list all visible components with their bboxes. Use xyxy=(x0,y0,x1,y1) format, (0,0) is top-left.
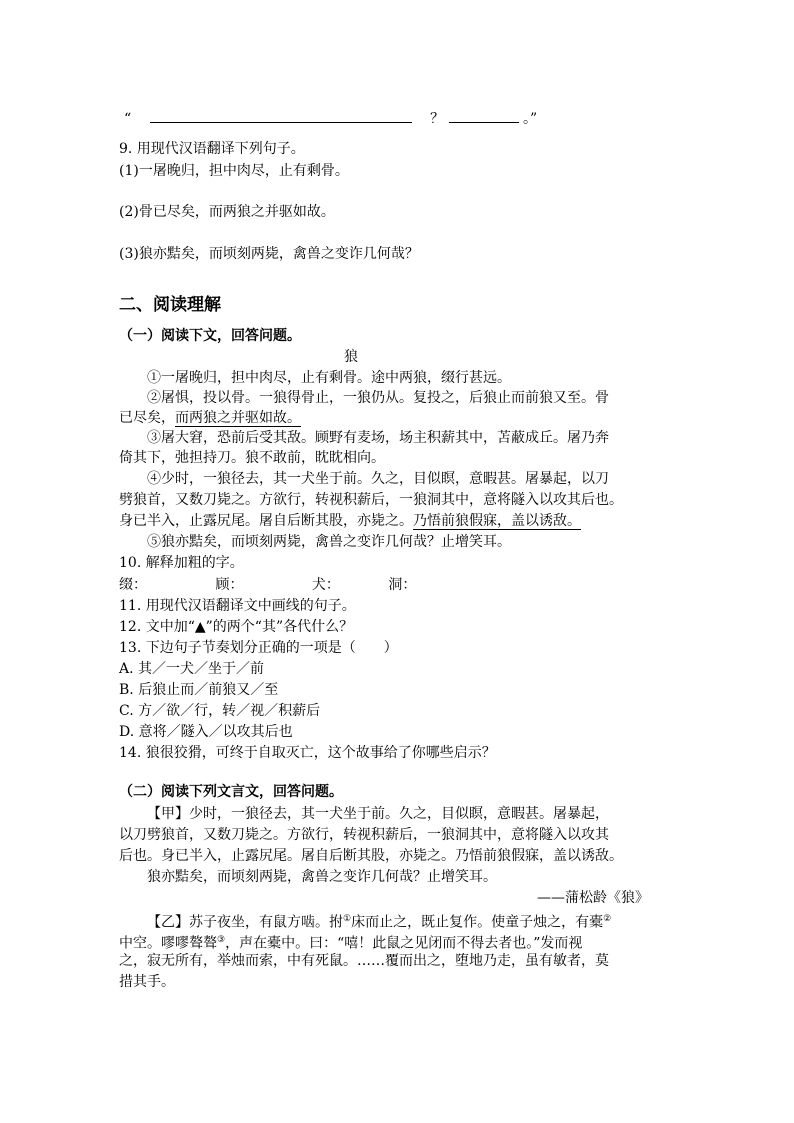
paragraph-2-line-2 xyxy=(119,408,301,428)
yi-text-a: 【乙】苏子夜坐，有鼠方啮。拊 xyxy=(147,914,343,931)
q9-title: 9. 用现代汉语翻译下列句子。 xyxy=(119,141,305,157)
part1-heading: （一）阅读下文，回答问题。 xyxy=(119,328,301,344)
p4-underlined: 乃悟前狼假寐，盖以诱敌。 xyxy=(413,513,581,529)
paragraph-2-line-1: ②屠惧，投以骨。一狼得骨止，一狼仍从。复投之，后狼止而前狼又至。骨 xyxy=(147,390,609,406)
paragraph-3-line-2: 倚其下，弛担持刀。狼不敢前，眈眈相向。 xyxy=(119,450,385,466)
footnote-3: ③ xyxy=(217,935,226,945)
paragraph-5: ⑤狼亦黠矣，而顷刻两毙，禽兽之变诈几何哉？止增笑耳。 xyxy=(147,534,511,550)
jia-line-3: 后也。身已半入，止露尻尾。屠自后断其股，亦毙之。乃悟前狼假寐，盖以诱敌。 xyxy=(119,848,623,864)
p2-text: 已尽矣， xyxy=(119,410,175,426)
close-quote: 。” xyxy=(522,111,538,127)
q13: 13. 下边句子节奏划分正确的一项是（ ） xyxy=(119,640,398,656)
word-gu: 顾： xyxy=(215,577,244,593)
q9-item-2: (2)骨已尽矣，而两狼之并驱如故。 xyxy=(119,204,335,220)
jia-line-2: 以刀劈狼首，又数刀毙之。方欲行，转视积薪后，一狼洞其中，意将隧入以攻其 xyxy=(119,827,609,843)
q10: 10. 解释加粗的字。 xyxy=(119,555,244,571)
part2-heading: （二）阅读下列文言文，回答问题。 xyxy=(119,784,343,800)
footnote-1: ① xyxy=(343,914,352,924)
q9-item-3: (3)狼亦黠矣，而顷刻两毙，禽兽之变诈几何哉？ xyxy=(119,246,419,262)
paragraph-3-line-1: ③屠大窘，恐前后受其敌。顾野有麦场，场主积薪其中，苫蔽成丘。屠乃奔 xyxy=(147,430,609,446)
q10-words xyxy=(119,575,416,595)
q13-option-a[interactable]: A. 其／一犬／坐于／前 xyxy=(119,661,265,677)
paragraph-4-line-2: 劈狼首，又数刀毙之。方欲行，转视积薪后，一狼洞其中，意将隧入以攻其后也。 xyxy=(119,492,623,508)
q14: 14. 狼很狡猾，可终于自取灭亡，这个故事给了你哪些启示？ xyxy=(119,745,496,761)
word-quan: 犬： xyxy=(311,577,340,593)
p2-underlined: 而两狼之并驱如故。 xyxy=(175,410,301,426)
q13-option-d[interactable]: D. 意将／隧入／以攻其后也 xyxy=(119,724,293,740)
paragraph-4-line-3 xyxy=(119,511,581,531)
yi-text-b: 床而止之，既止复作。使童子烛之，有橐 xyxy=(351,914,604,931)
q13-option-c[interactable]: C. 方／欲／行，转／视／积薪后 xyxy=(119,703,321,719)
word-dong: 洞： xyxy=(388,577,417,593)
q11: 11. 用现代汉语翻译文中画线的句子。 xyxy=(119,598,356,614)
passage-title: 狼 xyxy=(344,349,358,365)
q12: 12. 文中加“▲”的两个“其”各代什么？ xyxy=(119,619,354,635)
footnote-2: ② xyxy=(603,914,612,924)
q8-answer-line xyxy=(124,108,537,129)
q9-item-1: (1)一屠晚归，担中肉尽，止有剩骨。 xyxy=(119,163,349,179)
yi-line-3: 之，寂无所有，举烛而索，中有死鼠。……覆而出之，堕地乃走，虽有敏者，莫 xyxy=(119,953,609,969)
yi-text-c: 中空。嘐嘐聱聱 xyxy=(119,935,217,952)
open-quote: “ xyxy=(124,111,132,127)
jia-line-1: 【甲】少时，一狼径去，其一犬坐于前。久之，目似瞑，意暇甚。屠暴起， xyxy=(147,806,609,822)
paragraph-1: ①一屠晚归，担中肉尽，止有剩骨。途中两狼，缀行甚远。 xyxy=(147,370,511,386)
question-mark: ？ xyxy=(430,111,445,127)
q13-option-b[interactable]: B. 后狼止而／前狼又／至 xyxy=(119,682,279,698)
blank-2[interactable] xyxy=(449,108,519,123)
section-title: 二、阅读理解 xyxy=(119,295,221,315)
p4-text: 身已半入，止露尻尾。屠自后断其股，亦毙之。 xyxy=(119,513,413,529)
paragraph-4-line-1: ④少时，一狼径去，其一犬坐于前。久之，目似瞑，意暇甚。屠暴起，以刀 xyxy=(147,471,609,487)
jia-source: ——蒲松龄《狼》 xyxy=(537,890,649,906)
yi-text-d: ，声在橐中。曰：“嘻！此鼠之见闭而不得去者也。”发而视 xyxy=(225,935,583,952)
word-zhui: 缀： xyxy=(119,577,147,593)
yi-line-4: 措其手。 xyxy=(119,974,175,990)
blank-1[interactable] xyxy=(150,108,412,123)
jia-line-4: 狼亦黠矣，而顷刻两毙，禽兽之变诈几何哉？止增笑耳。 xyxy=(147,869,497,885)
